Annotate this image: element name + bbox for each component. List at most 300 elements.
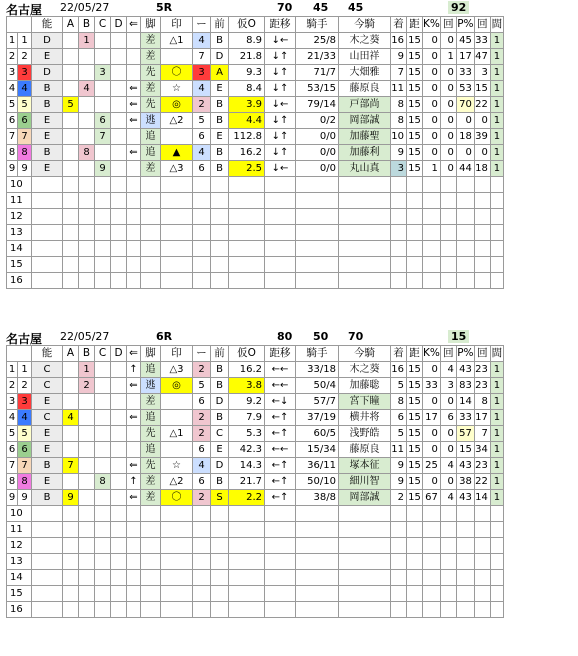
jockey-record: 50/10 (296, 474, 339, 490)
empty-cell (440, 273, 456, 289)
empty-cell (63, 570, 79, 586)
ability-rank: D (32, 65, 63, 81)
empty-cell (265, 586, 296, 602)
k-count: 0 (440, 65, 456, 81)
tentative-odds: 21.8 (229, 49, 265, 65)
ability-rank: E (32, 113, 63, 129)
k-count: 1 (440, 49, 456, 65)
waku-number: 7 (18, 458, 32, 474)
table-row (7, 394, 504, 410)
waku-number: 3 (18, 65, 32, 81)
empty-cell (63, 209, 79, 225)
p-count: 22 (474, 474, 490, 490)
empty-cell (474, 586, 490, 602)
rank-b (79, 426, 95, 442)
distance-value: 15 (407, 145, 423, 161)
trend-arrow: ⇐ (127, 378, 141, 394)
empty-cell (456, 538, 474, 554)
prediction-mark (161, 410, 193, 426)
form-grade: D (211, 458, 229, 474)
empty-cell (127, 538, 141, 554)
bracket-rank: 6 (193, 442, 211, 458)
empty-cell (95, 538, 111, 554)
empty-cell (111, 177, 127, 193)
empty-cell (161, 209, 193, 225)
empty-cell (490, 570, 503, 586)
empty-cell (161, 554, 193, 570)
empty-cell (141, 177, 161, 193)
k-count: 0 (440, 129, 456, 145)
p-count: 39 (474, 129, 490, 145)
rank-b (79, 474, 95, 490)
finish-count: 16 (391, 33, 407, 49)
ability-rank: B (32, 490, 63, 506)
p-count: 23 (474, 362, 490, 378)
empty-cell (440, 241, 456, 257)
bracket-rank: 4 (193, 81, 211, 97)
empty-cell (63, 193, 79, 209)
distance-value: 15 (407, 161, 423, 177)
horse-number: 5 (7, 97, 18, 113)
empty-cell (296, 570, 339, 586)
empty-cell (141, 554, 161, 570)
empty-cell (407, 506, 423, 522)
empty-cell (79, 225, 95, 241)
empty-cell (141, 273, 161, 289)
empty-cell (95, 570, 111, 586)
p-percent: 43 (456, 458, 474, 474)
empty-cell (296, 177, 339, 193)
rank-c (95, 410, 111, 426)
interval-value: 1 (490, 97, 503, 113)
bracket-rank: 3 (193, 65, 211, 81)
ability-rank: E (32, 161, 63, 177)
column-header: 距移 (265, 346, 296, 362)
tentative-odds: 16.2 (229, 145, 265, 161)
empty-cell (229, 257, 265, 273)
empty-cell (32, 177, 63, 193)
race-header (0, 329, 578, 345)
empty-cell (32, 554, 63, 570)
k-percent: 0 (423, 33, 441, 49)
empty-cell (111, 225, 127, 241)
jockey-name: 岡部誠 (339, 490, 391, 506)
column-header: 回 (440, 17, 456, 33)
empty-cell (211, 570, 229, 586)
empty-cell (265, 209, 296, 225)
trend-arrow: ↑ (127, 474, 141, 490)
running-style: 逃 (141, 113, 161, 129)
column-header: D (111, 17, 127, 33)
empty-cell (193, 506, 211, 522)
empty-cell (456, 570, 474, 586)
empty-cell (407, 602, 423, 618)
rank-d (111, 33, 127, 49)
summary-value: 45 (348, 1, 364, 14)
tentative-odds: 21.7 (229, 474, 265, 490)
prediction-mark: △3 (161, 362, 193, 378)
jockey-record: 53/15 (296, 81, 339, 97)
empty-cell (440, 193, 456, 209)
jockey-record: 0/0 (296, 129, 339, 145)
empty-cell (440, 225, 456, 241)
empty-cell (229, 273, 265, 289)
empty-cell (391, 273, 407, 289)
empty-cell (339, 193, 391, 209)
bracket-rank: 2 (193, 97, 211, 113)
p-count: 0 (474, 113, 490, 129)
rank-c (95, 33, 111, 49)
horse-number: 7 (7, 458, 18, 474)
race-header (0, 0, 578, 16)
jockey-record: 25/8 (296, 33, 339, 49)
empty-cell (211, 273, 229, 289)
empty-cell (339, 506, 391, 522)
prediction-mark (161, 442, 193, 458)
empty-cell (193, 225, 211, 241)
distance-value: 15 (407, 65, 423, 81)
k-percent: 0 (423, 362, 441, 378)
empty-cell (229, 506, 265, 522)
form-grade: C (211, 426, 229, 442)
empty-cell (423, 225, 441, 241)
finish-count: 8 (391, 394, 407, 410)
empty-cell (63, 522, 79, 538)
rank-c (95, 458, 111, 474)
p-count: 33 (474, 33, 490, 49)
running-style: 追 (141, 129, 161, 145)
empty-cell (95, 193, 111, 209)
k-percent: 0 (423, 394, 441, 410)
prediction-mark: △1 (161, 33, 193, 49)
rank-d (111, 81, 127, 97)
jockey-name: 藤原良 (339, 81, 391, 97)
empty-cell (95, 225, 111, 241)
table-row (7, 145, 504, 161)
interval-value: 1 (490, 442, 503, 458)
rank-b: 1 (79, 33, 95, 49)
horse-number: 14 (7, 570, 32, 586)
p-count: 3 (474, 65, 490, 81)
ability-rank: E (32, 394, 63, 410)
empty-cell (440, 177, 456, 193)
empty-cell (161, 506, 193, 522)
trend-arrow: ⇐ (127, 113, 141, 129)
empty-cell (111, 538, 127, 554)
empty-cell (339, 586, 391, 602)
empty-cell (127, 241, 141, 257)
empty-cell (423, 257, 441, 273)
empty-cell (79, 273, 95, 289)
empty-cell (211, 554, 229, 570)
rank-a: 5 (63, 97, 79, 113)
empty-cell (63, 554, 79, 570)
p-percent: 83 (456, 378, 474, 394)
finish-count: 9 (391, 49, 407, 65)
rank-a (63, 378, 79, 394)
jockey-record: 0/0 (296, 161, 339, 177)
table-row (7, 442, 504, 458)
rank-c (95, 49, 111, 65)
column-header: C (95, 346, 111, 362)
trend-arrow (127, 65, 141, 81)
prediction-mark (161, 394, 193, 410)
rank-b (79, 394, 95, 410)
rank-b (79, 113, 95, 129)
rank-b (79, 97, 95, 113)
empty-cell (407, 538, 423, 554)
rank-c: 3 (95, 65, 111, 81)
k-percent: 67 (423, 490, 441, 506)
empty-cell (296, 257, 339, 273)
empty-cell (423, 273, 441, 289)
bracket-rank: 4 (193, 458, 211, 474)
distance-value: 15 (407, 458, 423, 474)
k-percent: 0 (423, 129, 441, 145)
jockey-record: 21/33 (296, 49, 339, 65)
empty-cell (127, 177, 141, 193)
k-count: 4 (440, 458, 456, 474)
empty-cell (474, 177, 490, 193)
p-percent: 38 (456, 474, 474, 490)
empty-cell (193, 586, 211, 602)
empty-cell (265, 522, 296, 538)
bracket-rank: 5 (193, 113, 211, 129)
distance-move: ←↓ (265, 394, 296, 410)
empty-cell (423, 177, 441, 193)
prediction-mark: ☆ (161, 458, 193, 474)
k-count: 0 (440, 394, 456, 410)
empty-cell (79, 586, 95, 602)
empty-cell (440, 506, 456, 522)
empty-cell (211, 241, 229, 257)
ability-rank: E (32, 426, 63, 442)
distance-move: ←← (265, 378, 296, 394)
finish-count: 9 (391, 458, 407, 474)
distance-value: 15 (407, 129, 423, 145)
empty-cell (296, 586, 339, 602)
empty-cell (339, 602, 391, 618)
horse-number: 3 (7, 394, 18, 410)
k-count: 0 (440, 442, 456, 458)
k-count: 0 (440, 33, 456, 49)
empty-cell (296, 554, 339, 570)
p-count: 23 (474, 378, 490, 394)
empty-cell (407, 209, 423, 225)
horse-number: 16 (7, 273, 32, 289)
jockey-name: 浅野皓 (339, 426, 391, 442)
bracket-rank: 4 (193, 145, 211, 161)
empty-cell (474, 273, 490, 289)
table-row (7, 586, 504, 602)
bracket-rank: 4 (193, 33, 211, 49)
trend-arrow: ⇐ (127, 145, 141, 161)
jockey-name: 木之葵 (339, 33, 391, 49)
empty-cell (440, 570, 456, 586)
trend-arrow: ↑ (127, 362, 141, 378)
ability-rank: C (32, 378, 63, 394)
rank-b (79, 49, 95, 65)
table-row (7, 209, 504, 225)
empty-cell (32, 193, 63, 209)
interval-value: 1 (490, 426, 503, 442)
tentative-odds: 7.9 (229, 410, 265, 426)
empty-cell (63, 177, 79, 193)
empty-cell (490, 193, 503, 209)
column-header-row (7, 346, 504, 362)
running-style: 先 (141, 65, 161, 81)
jockey-name: 戸部尚 (339, 97, 391, 113)
distance-value: 15 (407, 490, 423, 506)
interval-value: 1 (490, 129, 503, 145)
distance-value: 15 (407, 362, 423, 378)
empty-cell (391, 241, 407, 257)
waku-number: 6 (18, 442, 32, 458)
waku-number: 9 (18, 490, 32, 506)
empty-cell (423, 193, 441, 209)
empty-cell (391, 225, 407, 241)
empty-cell (265, 225, 296, 241)
empty-cell (141, 586, 161, 602)
empty-cell (161, 570, 193, 586)
rank-d (111, 97, 127, 113)
empty-cell (474, 522, 490, 538)
empty-cell (141, 241, 161, 257)
p-percent: 33 (456, 410, 474, 426)
rank-c (95, 490, 111, 506)
running-style: 差 (141, 394, 161, 410)
empty-cell (391, 506, 407, 522)
finish-count: 6 (391, 410, 407, 426)
column-header: P% (456, 17, 474, 33)
table-row (7, 177, 504, 193)
empty-cell (95, 602, 111, 618)
table-row (7, 602, 504, 618)
empty-cell (391, 586, 407, 602)
distance-value: 15 (407, 410, 423, 426)
empty-cell (211, 193, 229, 209)
running-style: 追 (141, 410, 161, 426)
prediction-mark: △2 (161, 474, 193, 490)
running-style: 差 (141, 474, 161, 490)
table-row (7, 193, 504, 209)
empty-cell (296, 506, 339, 522)
tentative-odds: 9.2 (229, 394, 265, 410)
empty-cell (490, 538, 503, 554)
table-row (7, 273, 504, 289)
empty-cell (339, 241, 391, 257)
form-grade: E (211, 442, 229, 458)
horse-number: 9 (7, 161, 18, 177)
column-header: 今騎 (339, 346, 391, 362)
horse-number: 15 (7, 586, 32, 602)
empty-cell (63, 538, 79, 554)
trend-arrow: ⇐ (127, 81, 141, 97)
waku-number: 1 (18, 33, 32, 49)
k-count: 0 (440, 426, 456, 442)
tentative-odds: 8.4 (229, 81, 265, 97)
running-style: 追 (141, 145, 161, 161)
p-count: 22 (474, 97, 490, 113)
empty-cell (474, 602, 490, 618)
rank-d (111, 490, 127, 506)
empty-cell (161, 522, 193, 538)
prediction-mark (161, 49, 193, 65)
tentative-odds: 2.5 (229, 161, 265, 177)
distance-value: 15 (407, 33, 423, 49)
rank-d (111, 410, 127, 426)
empty-cell (111, 209, 127, 225)
empty-cell (211, 506, 229, 522)
table-row (7, 378, 504, 394)
table-row (7, 426, 504, 442)
empty-cell (95, 522, 111, 538)
column-header: A (63, 17, 79, 33)
empty-cell (95, 273, 111, 289)
empty-cell (193, 554, 211, 570)
running-style: 先 (141, 97, 161, 113)
empty-cell (440, 257, 456, 273)
k-count: 0 (440, 113, 456, 129)
rank-a (63, 129, 79, 145)
ability-rank: E (32, 49, 63, 65)
empty-cell (296, 241, 339, 257)
empty-cell (456, 602, 474, 618)
table-row (7, 81, 504, 97)
empty-cell (95, 209, 111, 225)
column-header: C (95, 17, 111, 33)
empty-cell (490, 554, 503, 570)
rank-d (111, 65, 127, 81)
finish-count: 8 (391, 97, 407, 113)
waku-number: 1 (18, 362, 32, 378)
empty-cell (79, 193, 95, 209)
summary-value: 70 (348, 330, 364, 343)
bracket-rank: 2 (193, 410, 211, 426)
rank-c (95, 394, 111, 410)
table-row (7, 161, 504, 177)
finish-count: 9 (391, 145, 407, 161)
column-header: 着 (391, 346, 407, 362)
p-percent: 43 (456, 490, 474, 506)
horse-number: 6 (7, 113, 18, 129)
empty-cell (161, 177, 193, 193)
p-count: 14 (474, 490, 490, 506)
empty-cell (440, 602, 456, 618)
tentative-odds: 8.9 (229, 33, 265, 49)
k-percent: 0 (423, 49, 441, 65)
venue-name: 名古屋 (6, 332, 43, 346)
interval-value: 1 (490, 410, 503, 426)
interval-value: 1 (490, 33, 503, 49)
empty-cell (193, 522, 211, 538)
empty-cell (161, 241, 193, 257)
prediction-mark: ▲ (161, 145, 193, 161)
empty-cell (211, 602, 229, 618)
form-grade: B (211, 474, 229, 490)
empty-cell (456, 177, 474, 193)
jockey-record: 36/11 (296, 458, 339, 474)
empty-cell (111, 586, 127, 602)
rank-a: 4 (63, 410, 79, 426)
p-percent: 18 (456, 129, 474, 145)
rank-b (79, 442, 95, 458)
waku-number: 2 (18, 49, 32, 65)
empty-cell (407, 193, 423, 209)
form-grade: B (211, 378, 229, 394)
table-row (7, 522, 504, 538)
distance-value: 15 (407, 442, 423, 458)
